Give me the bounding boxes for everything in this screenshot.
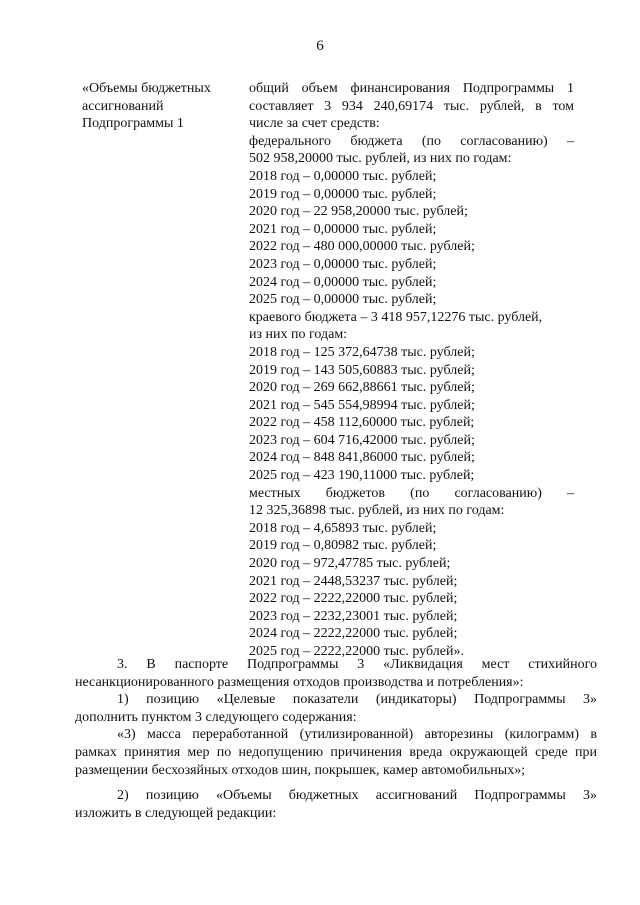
passport-value-column — [249, 80, 574, 661]
value-line: 2023 год – 2232,23001 тыс. рублей; — [249, 608, 458, 624]
value-line: 2019 год – 0,80982 тыс. рублей; — [249, 538, 437, 554]
passport-label-column — [82, 80, 232, 133]
value-line: 2023 год – 604 716,42000 тыс. рублей; — [249, 432, 475, 448]
value-line: 2021 год – 545 554,98994 тыс. рублей; — [249, 397, 475, 413]
value-line: 2022 год – 480 000,00000 тыс. рублей; — [249, 239, 475, 255]
paragraph-line: 3. В паспорте Подпрограммы 3 «Ликвидация мест стихийного — [117, 657, 597, 672]
value-line: общий объем финансирования Подпрограммы 1 — [249, 81, 574, 96]
value-line: краевого бюджета – 3 418 957,12276 тыс. рублей, — [249, 309, 543, 325]
value-line: 2021 год – 0,00000 тыс. рублей; — [249, 221, 437, 237]
passport-label-line: Подпрограммы 1 — [82, 116, 184, 131]
value-line: 2020 год – 972,47785 тыс. рублей; — [249, 556, 451, 572]
value-line: 2024 год – 0,00000 тыс. рублей; — [249, 274, 437, 290]
value-line: 2023 год – 0,00000 тыс. рублей; — [249, 256, 437, 272]
value-line: 2018 год – 4,65893 тыс. рублей; — [249, 520, 437, 536]
value-line: 12 325,36898 тыс. рублей, из них по годам: — [249, 503, 505, 519]
paragraph-line: 2) позицию «Объемы бюджетных ассигнований Подпрограммы 3» — [117, 788, 597, 804]
value-line: 2024 год – 2222,22000 тыс. рублей; — [249, 626, 458, 642]
value-line: 2025 год – 423 190,11000 тыс. рублей; — [249, 468, 475, 484]
value-line: 2025 год – 0,00000 тыс. рублей; — [249, 292, 437, 308]
paragraph-line: несанкционированного размещения отходов производства и потребления»: — [75, 674, 524, 690]
value-line: из них по годам: — [249, 327, 348, 343]
value-line: 2020 год – 22 958,20000 тыс. рублей; — [249, 204, 468, 220]
value-line: 2020 год – 269 662,88661 тыс. рублей; — [249, 380, 475, 396]
paragraph-line: размещении бесхозяйных отходов шин, покрышек, камер автомобильных»; — [75, 762, 526, 778]
value-line: 2022 год – 2222,22000 тыс. рублей; — [249, 591, 458, 607]
value-line: 2019 год – 0,00000 тыс. рублей; — [249, 186, 437, 202]
value-line: федерального бюджета (по согласованию) – — [249, 133, 574, 149]
value-line: числе за счет средств: — [249, 116, 380, 132]
value-line: местных бюджетов (по согласованию) – — [249, 485, 574, 501]
paragraph-line: «3) масса переработанной (утилизированной) авторезины (килограмм) в — [117, 727, 597, 743]
passport-label-line: «Объемы бюджетных — [82, 81, 211, 96]
value-line: 2022 год – 458 112,60000 тыс. рублей; — [249, 415, 475, 431]
paragraph-line: изложить в следующей редакции: — [75, 805, 277, 821]
value-line: 2024 год – 848 841,86000 тыс. рублей; — [249, 450, 475, 466]
value-line: 502 958,20000 тыс. рублей, из них по годам: — [249, 151, 512, 167]
value-line: 2018 год – 125 372,64738 тыс. рублей; — [249, 344, 475, 360]
value-line: 2025 год – 2222,22000 тыс. рублей». — [249, 644, 464, 659]
paragraph-line: 1) позицию «Целевые показатели (индикаторы) Подпрограммы 3» — [117, 692, 597, 708]
value-line: 2018 год – 0,00000 тыс. рублей; — [249, 168, 437, 184]
value-line: 2019 год – 143 505,60883 тыс. рублей; — [249, 362, 475, 378]
value-line: 2021 год – 2448,53237 тыс. рублей; — [249, 573, 458, 589]
value-line: составляет 3 934 240,69174 тыс. рублей, в том — [249, 98, 574, 114]
document-body — [75, 656, 597, 822]
page-number: 6 — [316, 38, 324, 54]
passport-label-line: ассигнований — [82, 98, 164, 114]
paragraph-line: рамках принятия мер по недопущению причинения вреда окружающей среде при — [75, 744, 597, 760]
paragraph-line: дополнить пунктом 3 следующего содержания: — [75, 709, 357, 725]
